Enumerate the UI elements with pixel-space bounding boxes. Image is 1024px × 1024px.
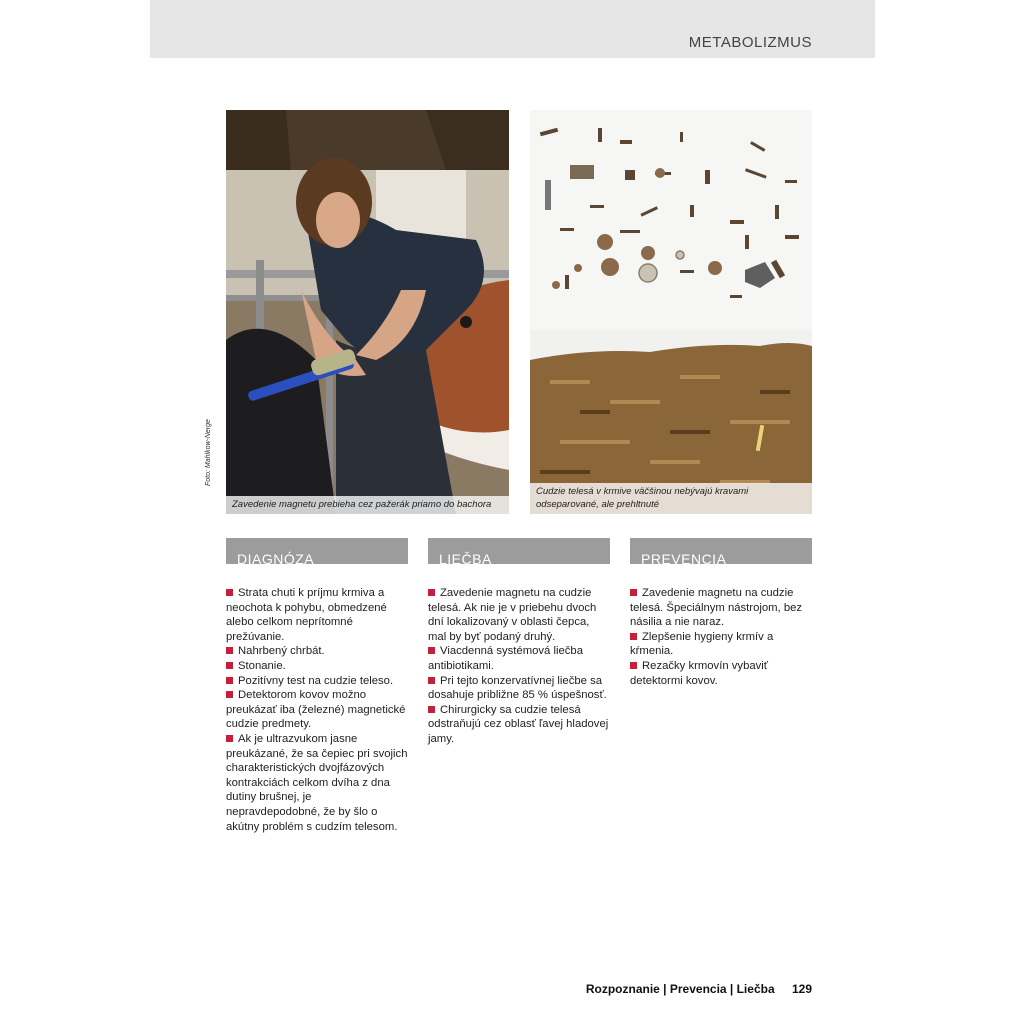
photo-caption-right: Cudzie telesá v krmive väčšinou nebývajú kravami odseparované, ale prehltnuté [530,483,812,514]
bullet-square-icon [428,647,435,654]
photo-foreign-bodies-image [530,110,812,514]
photo-foreign-bodies [530,110,812,514]
heading-prevencia: PREVENCIA [630,538,812,564]
bullet-square-icon [226,647,233,654]
bullet-square-icon [226,691,233,698]
photo-magnet-insertion-image [226,110,509,514]
bullet-square-icon [226,735,233,742]
photo-caption-left: Zavedenie magnetu prebieha cez pažerák priamo do bachora [226,496,509,514]
list-item: Zavedenie magnetu na cudzie telesá. Špeciálnym nástrojom, bez násilia a nie naraz. [630,587,803,629]
running-title: Rozpoznanie | Prevencia | Liečba [585,982,775,996]
bullet-square-icon [630,633,637,640]
bullet-square-icon [226,662,233,669]
prevencia-list [630,586,812,688]
list-item: Stonanie. [226,659,408,674]
list-item: Rezačky krmovín vybaviť detektormi kovov. [630,659,769,687]
diagnoza-list [226,586,408,834]
heading-diagnoza: DIAGNÓZA [226,538,408,564]
bullet-square-icon [226,589,233,596]
list-item: Strata chuti k príjmu krmiva a neochota k pohybu, obmedzené alebo celkom neprítomné prežúvanie. [226,587,387,643]
list-item: Viacdenná systémová liečba antibiotikami. [428,645,583,672]
list-item: Detektorom kovov možno preukázať iba (železné) magnetické cudzie predmety. [226,689,406,731]
bullet-square-icon [226,677,233,684]
list-item: Pozitívny test na cudzie teleso. [226,674,408,689]
list-item: Nahrbený chrbát. [226,644,408,659]
bullet-square-icon [428,706,435,713]
bullet-square-icon [428,589,435,596]
list-item: Chirurgicky sa cudzie telesá odstraňujú cez oblasť ľavej hladovej jamy. [428,703,609,745]
list-item: Zavedenie magnetu na cudzie telesá. Ak nie je v priebehu dvoch dní lokalizovaný v oblasti čepca, mal by byť podaný druhý. [428,587,597,643]
list-item: Pri tejto konzervatívnej liečbe sa dosahuje približne 85 % úspešnosť. [428,674,607,702]
bullet-square-icon [630,589,637,596]
page-footer [586,982,812,996]
photo-magnet-insertion [226,110,509,514]
page-number: 129 [791,982,812,996]
list-item: Ak je ultrazvukom jasne preukázané, že sa čepiec pri svojich charakteristických dvojfázových kontrakciách celkom dvíha z dna dutiny brušnej, je nepravdepodobné, že by šlo o akútny problém s cudzím telesom. [226,732,408,833]
heading-liecba: LIEČBA [428,538,610,564]
list-item: Zlepšenie hygieny krmív a kŕmenia. [630,630,774,658]
bullet-square-icon [428,677,435,684]
section-title: METABOLIZMUS [688,34,812,51]
bullet-square-icon [630,662,637,669]
liecba-list [428,586,610,747]
photo-credit: Foto: Mahlkow-Nerge [205,419,212,486]
